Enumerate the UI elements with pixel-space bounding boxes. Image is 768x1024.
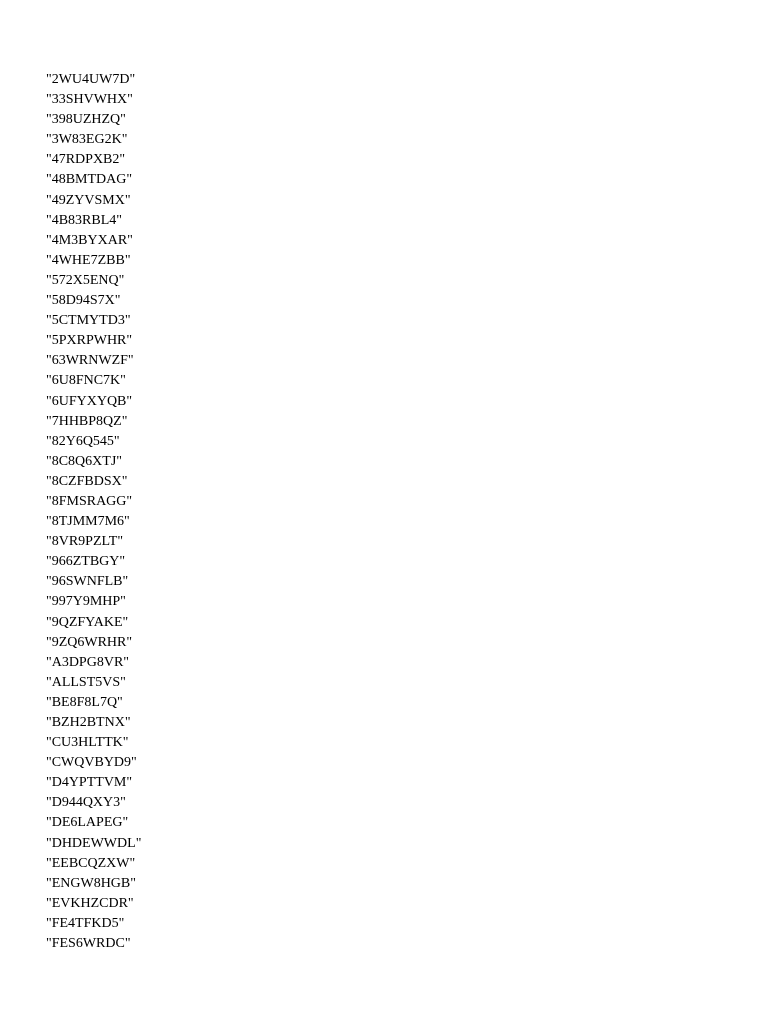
code-item: "D944QXY3" — [46, 795, 126, 811]
code-item: "49ZYVSMX" — [46, 192, 131, 208]
code-item: "966ZTBGY" — [46, 554, 126, 570]
code-item: "33SHVWHX" — [46, 92, 133, 108]
code-item: "96SWNFLB" — [46, 574, 129, 590]
code-item: "4M3BYXAR" — [46, 232, 133, 248]
code-item: "5PXRPWHR" — [46, 333, 133, 349]
code-item: "5CTMYTD3" — [46, 313, 131, 329]
code-item: "9QZFYAKE" — [46, 614, 129, 630]
code-item: "4B83RBL4" — [46, 212, 122, 228]
code-item: "D4YPTTVM" — [46, 775, 133, 791]
code-item: "ALLST5VS" — [46, 674, 126, 690]
code-item: "3W83EG2K" — [46, 132, 128, 148]
code-item: "A3DPG8VR" — [46, 654, 129, 670]
code-item: "82Y6Q545" — [46, 433, 120, 449]
code-item: "EVKHZCDR" — [46, 895, 134, 911]
code-item: "47RDPXB2" — [46, 152, 126, 168]
code-item: "997Y9MHP" — [46, 594, 126, 610]
code-item: "BZH2BTNX" — [46, 715, 131, 730]
code-item: "48BMTDAG" — [46, 172, 133, 188]
code-item: "8C8Q6XTJ" — [46, 453, 122, 469]
code-item: "4WHE7ZBB" — [46, 252, 131, 268]
code-item: "EEBCQZXW" — [46, 855, 136, 871]
code-item: "8VR9PZLT" — [46, 534, 124, 550]
code-item: "8CZFBDSX" — [46, 473, 128, 489]
code-item: "2WU4UW7D" — [46, 72, 136, 87]
code-item: "ENGW8HGB" — [46, 875, 136, 891]
code-item: "CWQVBYD9" — [46, 755, 137, 771]
code-item: "398UZHZQ" — [46, 112, 126, 128]
code-item: "63WRNWZF" — [46, 353, 134, 369]
code-item: "CU3HLTTK" — [46, 735, 129, 751]
code-item: "DHDEWWDL" — [46, 835, 142, 851]
code-item: "BE8F8L7Q" — [46, 694, 123, 710]
code-item: "FES6WRDC" — [46, 936, 131, 952]
code-item: "7HHBP8QZ" — [46, 413, 128, 429]
code-item: "58D94S7X" — [46, 293, 121, 309]
code-item: "9ZQ6WRHR" — [46, 634, 133, 650]
code-item: "6UFYXYQB" — [46, 393, 133, 409]
code-item: "8TJMM7M6" — [46, 514, 130, 530]
code-item: "8FMSRAGG" — [46, 493, 133, 509]
code-item: "572X5ENQ" — [46, 272, 125, 288]
code-item: "DE6LAPEG" — [46, 815, 129, 831]
code-item: "FE4TFKD5" — [46, 915, 125, 931]
code-list — [46, 70, 141, 954]
code-item: "6U8FNC7K" — [46, 373, 126, 389]
